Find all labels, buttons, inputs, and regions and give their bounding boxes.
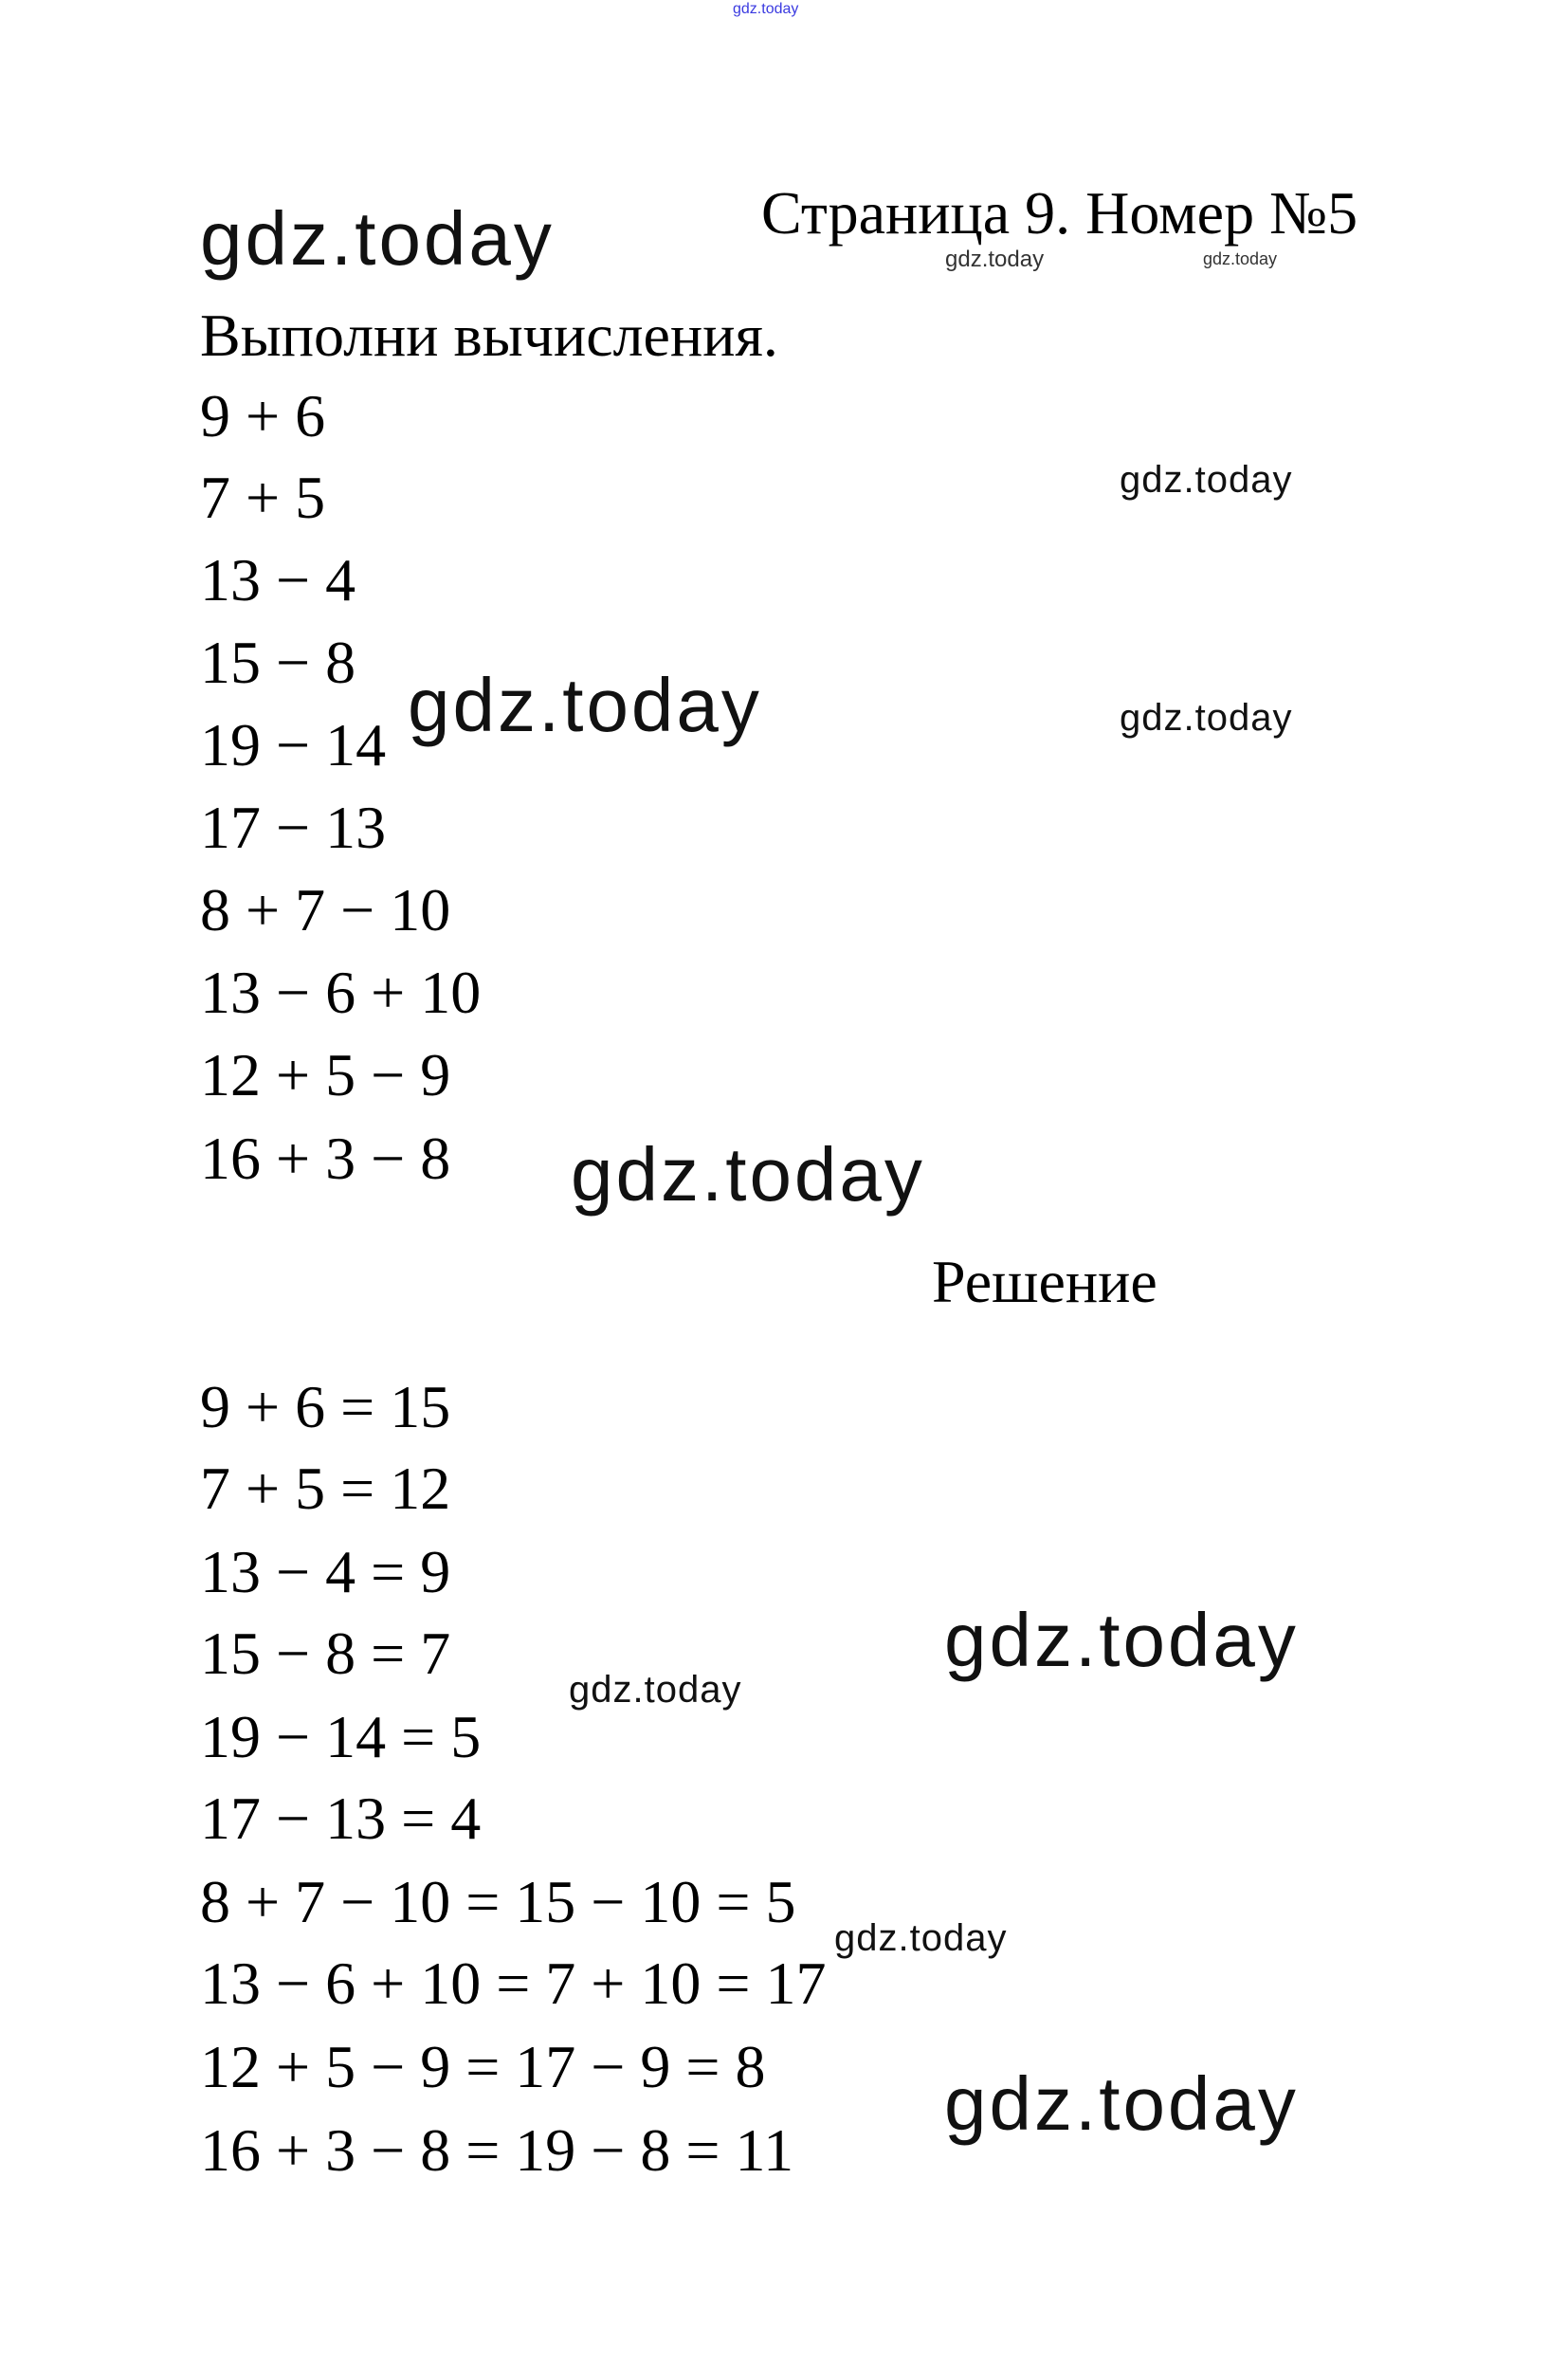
solution-line: 12 + 5 − 9 = 17 − 9 = 8: [200, 2033, 766, 2100]
problem: 7 + 5: [200, 464, 326, 531]
problem: 13 − 4: [200, 546, 356, 613]
problem: 15 − 8: [200, 629, 356, 696]
watermark-large: gdz.today: [571, 1132, 925, 1217]
solution-line: 13 − 4 = 9: [200, 1538, 451, 1605]
problem: 19 − 14: [200, 711, 387, 778]
watermark-medium: gdz.today: [1120, 459, 1293, 501]
watermark-small: gdz.today: [1203, 249, 1278, 268]
solution-line: 16 + 3 − 8 = 19 − 8 = 11: [200, 2116, 794, 2184]
watermark-large: gdz.today: [408, 663, 762, 747]
problem: 16 + 3 − 8: [200, 1125, 451, 1192]
solution-line: 7 + 5 = 12: [200, 1455, 451, 1522]
watermark-medium: gdz.today: [1120, 697, 1293, 739]
problem: 12 + 5 − 9: [200, 1041, 451, 1108]
problem: 13 − 6 + 10: [200, 959, 482, 1026]
problem: 8 + 7 − 10: [200, 876, 451, 943]
solution-heading: Решение: [932, 1248, 1157, 1315]
solution-line: 17 − 13 = 4: [200, 1785, 482, 1852]
solution-line: 19 − 14 = 5: [200, 1703, 482, 1770]
watermark-large: gdz.today: [944, 2061, 1299, 2146]
solution-line: 8 + 7 − 10 = 15 − 10 = 5: [200, 1868, 796, 1935]
problem: 9 + 6: [200, 382, 326, 449]
solution-line: 13 − 6 + 10 = 7 + 10 = 17: [200, 1950, 827, 2017]
watermark-top: gdz.today: [733, 1, 799, 17]
solution-line: 9 + 6 = 15: [200, 1373, 451, 1440]
watermark-small: gdz.today: [945, 247, 1045, 272]
watermark-large: gdz.today: [200, 196, 555, 281]
task-instruction: Выполни вычисления.: [200, 302, 778, 369]
watermark-large: gdz.today: [944, 1598, 1299, 1682]
problem: 17 − 13: [200, 794, 387, 861]
solution-line: 15 − 8 = 7: [200, 1620, 451, 1687]
page-title: Страница 9. Номер №5: [761, 179, 1358, 247]
watermark-medium: gdz.today: [834, 1917, 1008, 1959]
watermark-medium: gdz.today: [569, 1669, 742, 1711]
